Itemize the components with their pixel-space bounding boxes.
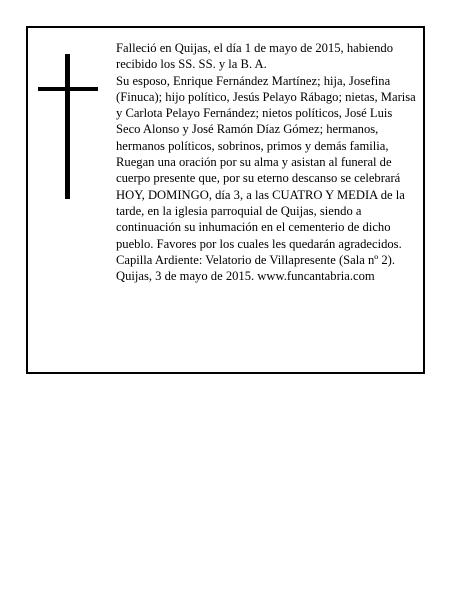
family-list: Su esposo, Enrique Fernández Martínez; hija, Josefina (Finuca); hijo político, Jesús Pelayo Rábago; nietas, Marisa y Carlota Pelayo Fernández; nietos políticos, José Luis Seco Alonso y José Ramón Díaz Gómez; hermanos, hermanos políticos, sobrinos, primos y demás familia, (116, 73, 416, 153)
funeral-details: Ruegan una oración por su alma y asistan al funeral de cuerpo presente que, por su eterno descanso se celebrará HOY, DOMINGO, día 3, a las CUATRO Y MEDIA de la tarde, en la iglesia parroquial de Quijas, siendo a continuación su inhumación en el cementerio de dicho pueblo. Favores por los cuales les quedarán agradecidos. Capilla Ardiente: Velatorio de Villapresente (Sala nº 2). (116, 155, 405, 267)
cross-vertical-bar (65, 54, 70, 199)
latin-cross-icon (38, 54, 98, 199)
obituary-notice-frame (26, 26, 425, 374)
cross-horizontal-bar (38, 87, 98, 91)
death-announcement: Falleció en Quijas, el día 1 de mayo de 2015, habiendo recibido los SS. SS. y la B. A. (116, 41, 393, 72)
obituary-text (116, 40, 418, 284)
place-date-website: Quijas, 3 de mayo de 2015. www.funcantabria.com (116, 269, 375, 284)
